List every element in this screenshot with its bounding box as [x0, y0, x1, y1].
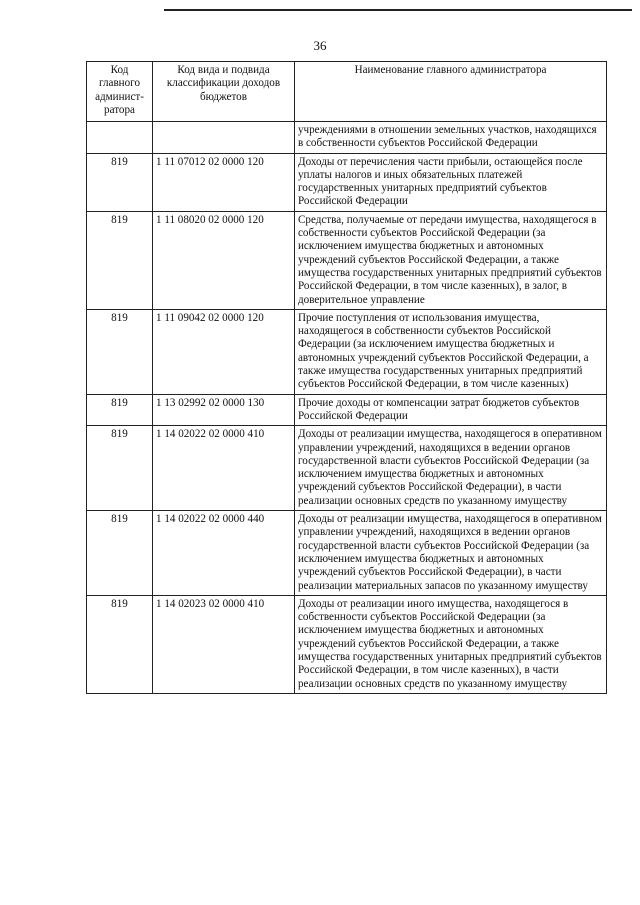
table-row: [87, 122, 607, 154]
table-header-row: [87, 62, 607, 122]
table-row: [87, 394, 607, 426]
page-number: 36: [313, 38, 327, 53]
admin-name-cell: Прочие поступления от использования имущества, находящегося в собственности субъектов Российской Федерации (за исключением имущества бюджетных и автономных учреждений субъектов Российской Федерации, а также имущества государственных унитарных предприятий субъектов Российской Федерации, в том числе казенных): [295, 309, 607, 394]
admin-name-cell: Доходы от перечисления части прибыли, остающейся после уплаты налогов и иных обязательных платежей государственных унитарных предприятий субъектов Российской Федерации: [295, 153, 607, 211]
header-admin-name: Наименование главного администратора: [295, 62, 607, 122]
admin-code-cell: 819: [87, 595, 153, 693]
table-row: [87, 153, 607, 211]
admin-name-cell: Доходы от реализации иного имущества, находящегося в собственности субъектов Российской Федерации (за исключением имущества бюджетных и автономных учреждений субъектов Российской Федерации, а также имущества государственных унитарных предприятий субъектов Российской Федерации, в том числе казенных), в части реализации основных средств по указанному имуществу: [295, 595, 607, 693]
revenue-code-cell: 1 11 08020 02 0000 120: [153, 211, 295, 309]
table-row: [87, 511, 607, 596]
table-row: [87, 309, 607, 394]
revenue-code-cell: 1 14 02022 02 0000 410: [153, 426, 295, 511]
admin-name-cell: Прочие доходы от компенсации затрат бюджетов субъектов Российской Федерации: [295, 394, 607, 426]
header-admin-code: Код главного админист-ратора: [87, 62, 153, 122]
revenue-code-cell: 1 14 02022 02 0000 440: [153, 511, 295, 596]
header-revenue-code: Код вида и подвида классификации доходов бюджетов: [153, 62, 295, 122]
admin-code-cell: 819: [87, 511, 153, 596]
admin-code-cell: 819: [87, 153, 153, 211]
admin-code-cell: 819: [87, 309, 153, 394]
revenue-code-cell: [153, 122, 295, 154]
admin-name-cell: Средства, получаемые от передачи имущества, находящегося в собственности субъектов Российской Федерации (за исключением имущества бюджетных и автономных учреждений субъектов Российской Федерации, а также имущества государственных унитарных предприятий субъектов Российской Федерации, в том числе казенных), в залог, в доверительное управление: [295, 211, 607, 309]
revenue-codes-table: [86, 61, 607, 694]
table-row: [87, 595, 607, 693]
revenue-code-cell: 1 11 09042 02 0000 120: [153, 309, 295, 394]
top-rule: [164, 9, 632, 11]
admin-name-cell: учреждениями в отношении земельных участков, находящихся в собственности субъектов Российской Федерации: [295, 122, 607, 154]
admin-code-cell: 819: [87, 426, 153, 511]
revenue-code-cell: 1 13 02992 02 0000 130: [153, 394, 295, 426]
admin-name-cell: Доходы от реализации имущества, находящегося в оперативном управлении учреждений, находящихся в ведении органов государственной власти субъектов Российской Федерации (за исключением имущества бюджетных и автономных учреждений субъектов Российской Федерации), в части реализации материальных запасов по указанному имуществу: [295, 511, 607, 596]
admin-code-cell: 819: [87, 211, 153, 309]
table-row: [87, 211, 607, 309]
table-row: [87, 426, 607, 511]
admin-code-cell: 819: [87, 394, 153, 426]
revenue-code-cell: 1 14 02023 02 0000 410: [153, 595, 295, 693]
admin-name-cell: Доходы от реализации имущества, находящегося в оперативном управлении учреждений, находящихся в ведении органов государственной власти субъектов Российской Федерации (за исключением имущества бюджетных и автономных учреждений субъектов Российской Федерации), в части реализации основных средств по указанному имуществу: [295, 426, 607, 511]
admin-code-cell: [87, 122, 153, 154]
revenue-code-cell: 1 11 07012 02 0000 120: [153, 153, 295, 211]
